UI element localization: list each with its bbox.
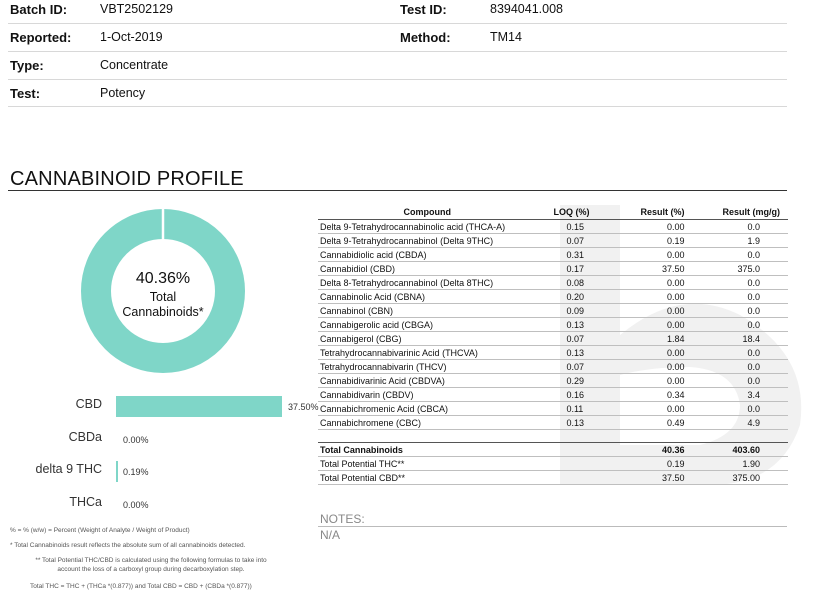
compound-cell: Cannabidiol (CBD) [318,262,536,276]
table-row [318,318,788,332]
table-row [318,388,788,402]
header-divider [8,106,787,107]
loq-cell: 0.11 [536,402,606,416]
result-pct-cell: 37.50 [607,262,691,276]
batch-id-value: VBT2502129 [100,2,173,16]
footnote-percent-definition: % = % (w/w) = Percent (Weight of Analyte / Weight of Product) [10,527,190,534]
compound-cell: Delta 9-Tetrahydrocannabinol (Delta 9THC) [318,234,536,248]
total-row [318,471,788,485]
result-mg-cell: 1.9 [690,234,788,248]
result-pct-cell: 0.00 [607,360,691,374]
reported-value: 1-Oct-2019 [100,30,163,44]
result-pct-cell: 1.84 [607,332,691,346]
loq-cell: 0.13 [536,346,606,360]
total-label-cell: Total Potential CBD** [318,471,536,485]
result-mg-cell: 0.0 [690,318,788,332]
table-row [318,276,788,290]
result-mg-cell: 3.4 [690,388,788,402]
donut-percent: 40.36% [135,270,191,287]
method-value: TM14 [490,30,522,44]
footnote-potential-formula-1: ** Total Potential THC/CBD is calculated using the following formulas to take into [35,557,267,564]
donut-label-cannabinoids: Cannabinoids* [122,305,204,319]
bar-value: 37.50% [288,402,319,412]
result-pct-cell: 0.00 [607,346,691,360]
loq-cell: 0.07 [536,234,606,248]
test-value: Potency [100,86,146,100]
table-row [318,220,788,234]
compound-cell: Cannabidivarinic Acid (CBDVA) [318,374,536,388]
notes-label: NOTES: [320,512,365,526]
bar-value: 0.19% [123,467,149,477]
footnote-total-formula: Total THC = THC + (THCa *(0.877)) and Total CBD = CBD + (CBDa *(0.877)) [30,583,252,590]
bar-label: THCa [69,495,102,509]
result-mg-cell: 0.0 [690,346,788,360]
compound-cell: Cannabinolic Acid (CBNA) [318,290,536,304]
result-pct-cell: 0.00 [607,248,691,262]
result-pct-cell: 0.49 [607,416,691,430]
section-rule [8,190,787,191]
table-row [318,304,788,318]
bar-label: CBDa [68,430,102,444]
result-mg-cell: 0.0 [690,360,788,374]
footnote-total-cannabinoids: * Total Cannabinoids result reflects the absolute sum of all cannabinoids detected. [10,542,246,549]
result-pct-cell: 0.00 [607,374,691,388]
header-divider [8,23,787,24]
result-mg-cell: 0.0 [690,290,788,304]
result-pct-cell: 0.19 [607,234,691,248]
type-value: Concentrate [100,58,169,72]
table-row [318,402,788,416]
total-loq-cell [536,457,606,471]
total-pct-cell: 40.36 [607,443,691,457]
result-mg-cell: 0.0 [690,276,788,290]
total-row [318,457,788,471]
loq-cell: 0.13 [536,318,606,332]
header-result-mg: Result (mg/g) [690,205,788,220]
compound-cell: Tetrahydrocannabivarin (THCV) [318,360,536,374]
compound-cell: Cannabichromene (CBC) [318,416,536,430]
bar-label: CBD [75,397,102,411]
compound-cell: Cannabidivarin (CBDV) [318,388,536,402]
compound-cell: Cannabidiolic acid (CBDA) [318,248,536,262]
table-header-row [318,205,788,220]
total-mg-cell: 403.60 [690,443,788,457]
table-row [318,234,788,248]
result-pct-cell: 0.00 [607,276,691,290]
table-row [318,332,788,346]
result-pct-cell: 0.34 [607,388,691,402]
compound-cell: Cannabigerol (CBG) [318,332,536,346]
header-loq: LOQ (%) [536,205,606,220]
table-row [318,262,788,276]
batch-id-label: Batch ID: [10,2,68,17]
total-loq-cell [536,471,606,485]
header-result-pct: Result (%) [607,205,691,220]
result-pct-cell: 0.00 [607,304,691,318]
notes-value: N/A [320,528,341,542]
compound-cell: Delta 8-Tetrahydrocannabinol (Delta 8THC) [318,276,536,290]
bar-value: 0.00% [123,500,149,510]
total-pct-cell: 37.50 [607,471,691,485]
bar-value: 0.00% [123,435,149,445]
result-mg-cell: 0.0 [690,304,788,318]
result-mg-cell: 375.0 [690,262,788,276]
method-label: Method: [400,30,451,45]
header-compound: Compound [318,205,536,220]
loq-cell: 0.31 [536,248,606,262]
compound-cell: Cannabichromenic Acid (CBCA) [318,402,536,416]
notes-divider [318,526,787,527]
reported-label: Reported: [10,30,72,45]
compound-cell: Cannabinol (CBN) [318,304,536,318]
section-title: CANNABINOID PROFILE [10,168,244,190]
test-id-label: Test ID: [400,2,447,17]
type-label: Type: [10,58,44,73]
result-mg-cell: 0.0 [690,248,788,262]
table-row [318,248,788,262]
compound-cell: Tetrahydrocannabivarinic Acid (THCVA) [318,346,536,360]
bar [116,461,118,482]
compound-cell: Cannabigerolic acid (CBGA) [318,318,536,332]
header-divider [8,79,787,80]
result-pct-cell: 0.00 [607,220,691,234]
loq-cell: 0.07 [536,332,606,346]
total-pct-cell: 0.19 [607,457,691,471]
table-row [318,346,788,360]
result-mg-cell: 4.9 [690,416,788,430]
result-pct-cell: 0.00 [607,290,691,304]
result-mg-cell: 0.0 [690,220,788,234]
table-row [318,416,788,430]
total-label-cell: Total Cannabinoids [318,443,536,457]
table-row [318,374,788,388]
spacer-cell [318,430,788,443]
result-mg-cell: 0.0 [690,374,788,388]
total-row [318,443,788,457]
total-mg-cell: 1.90 [690,457,788,471]
loq-cell: 0.07 [536,360,606,374]
result-pct-cell: 0.00 [607,402,691,416]
loq-cell: 0.13 [536,416,606,430]
test-label: Test: [10,86,41,101]
header-divider [8,51,787,52]
cannabinoid-table [318,205,788,485]
loq-cell: 0.15 [536,220,606,234]
result-mg-cell: 0.0 [690,402,788,416]
loq-cell: 0.17 [536,262,606,276]
bar [116,396,282,417]
result-pct-cell: 0.00 [607,318,691,332]
loq-cell: 0.16 [536,388,606,402]
table-row [318,360,788,374]
donut-label-total: Total [149,290,177,304]
loq-cell: 0.09 [536,304,606,318]
total-label-cell: Total Potential THC** [318,457,536,471]
result-mg-cell: 18.4 [690,332,788,346]
test-id-value: 8394041.008 [490,2,563,16]
total-loq-cell [536,443,606,457]
loq-cell: 0.20 [536,290,606,304]
table-row [318,290,788,304]
loq-cell: 0.08 [536,276,606,290]
loq-cell: 0.29 [536,374,606,388]
footnote-potential-formula-2: account the loss of a carboxyl group during decarboxylation step. [57,566,245,573]
compound-cell: Delta 9-Tetrahydrocannabinolic acid (THCA-A) [318,220,536,234]
bar-label: delta 9 THC [35,462,102,476]
table-spacer [318,430,788,443]
total-mg-cell: 375.00 [690,471,788,485]
